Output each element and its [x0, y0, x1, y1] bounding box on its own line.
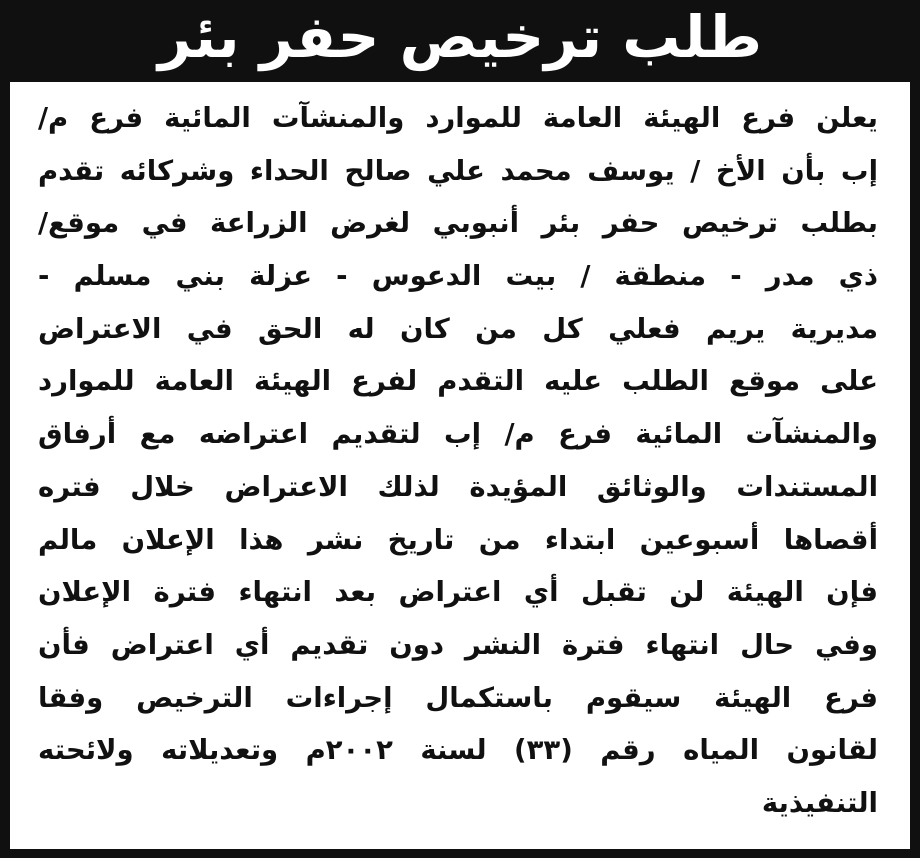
- notice-title: طلب ترخيص حفر بئر: [158, 3, 762, 71]
- body-line: والمنشآت المائية فرع م/ إب لتقديم اعتراضه مع أرفاق: [38, 418, 878, 451]
- notice-body: [38, 92, 878, 830]
- body-line: التنفيذية: [761, 786, 878, 819]
- title-bar: [0, 0, 920, 82]
- body-line: بطلب ترخيص حفر بئر أنبوبي لغرض الزراعة في موقع/: [38, 207, 878, 240]
- body-line: مديرية يريم فعلي كل من كان له الحق في الاعتراض: [38, 312, 878, 345]
- body-line: وفي حال انتهاء فترة النشر دون تقديم أي اعتراض فأن: [38, 628, 878, 661]
- body-line: فإن الهيئة لن تقبل أي اعتراض بعد انتهاء فترة الإعلان: [38, 576, 878, 609]
- body-line: على موقع الطلب عليه التقدم لفرع الهيئة العامة للموارد: [38, 365, 878, 398]
- body-line: فرع الهيئة سيقوم باستكمال إجراءات الترخيص وفقا: [38, 681, 878, 714]
- body-line: يعلن فرع الهيئة العامة للموارد والمنشآت المائية فرع م/: [38, 102, 878, 134]
- body-line: لقانون المياه رقم (٣٣) لسنة ٢٠٠٢م وتعديلاته ولائحته: [38, 734, 878, 767]
- body-line: ذي مدر - منطقة / بيت الدعوس - عزلة بني مسلم -: [38, 260, 878, 293]
- body-line: أقصاها أسبوعين ابتداء من تاريخ نشر هذا الإعلان مالم: [38, 523, 878, 556]
- body-line: إب بأن الأخ / يوسف محمد علي صالح الحداء وشركائه تقدم: [38, 154, 878, 187]
- body-line: المستندات والوثائق المؤيدة لذلك الاعتراض خلال فتره: [38, 470, 878, 503]
